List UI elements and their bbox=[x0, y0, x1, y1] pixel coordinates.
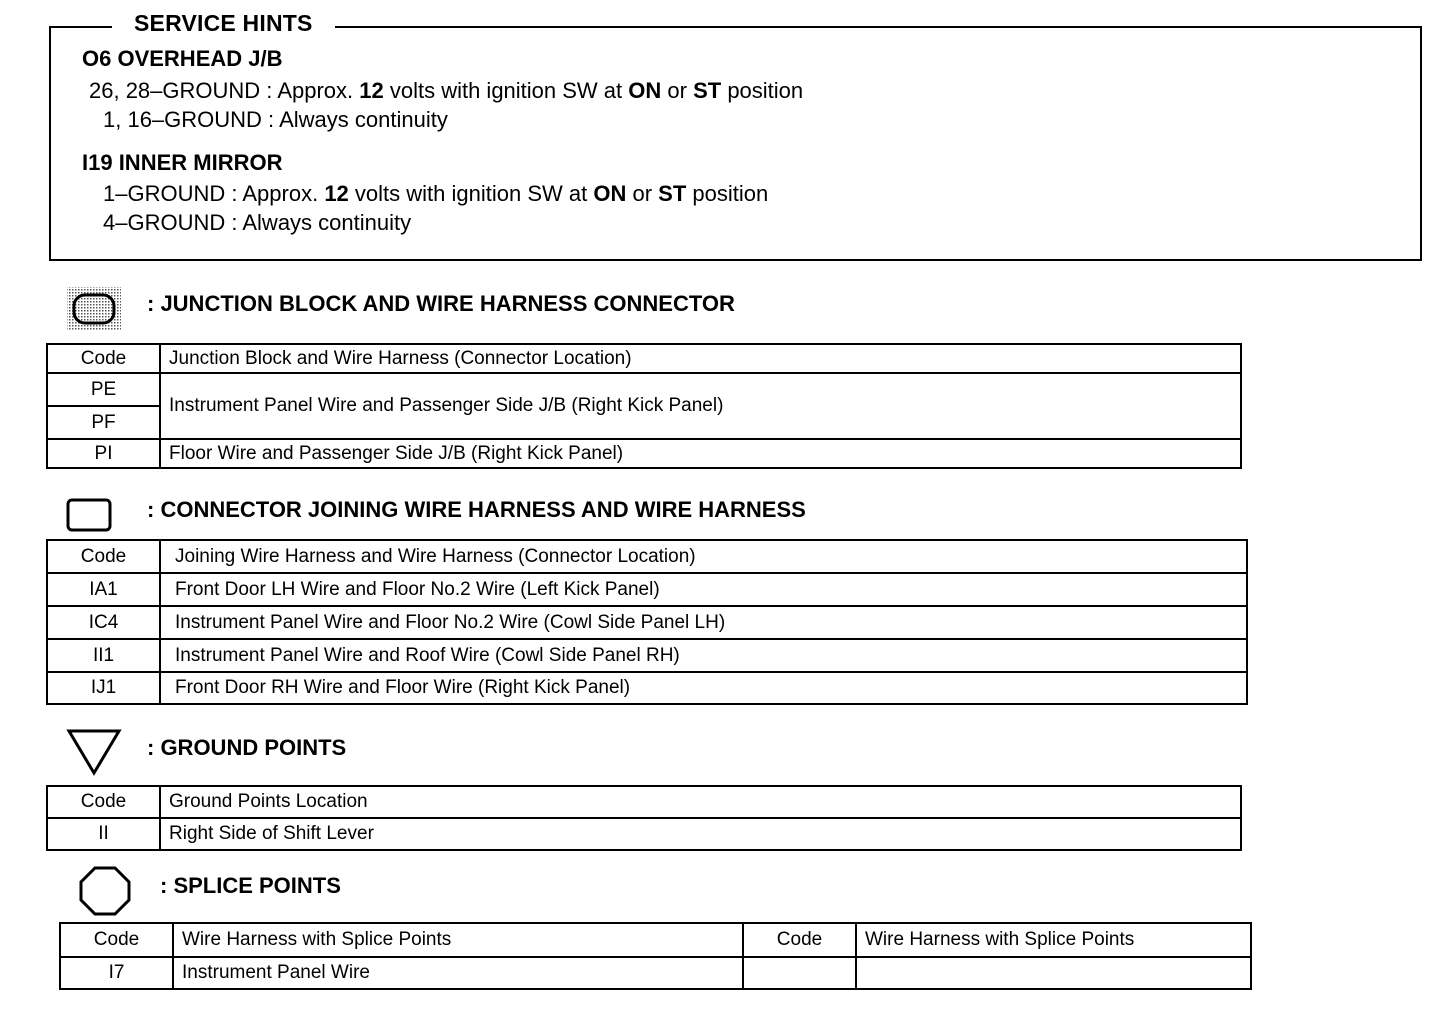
rounded-rect-icon bbox=[66, 498, 112, 532]
hint-line bbox=[89, 78, 803, 104]
hint-text: position bbox=[721, 78, 804, 103]
ground-points-table bbox=[46, 785, 1242, 851]
table-header-desc: Joining Wire Harness and Wire Harness (Connector Location) bbox=[160, 540, 1247, 573]
row-desc bbox=[856, 957, 1251, 989]
table-header-desc: Junction Block and Wire Harness (Connector Location) bbox=[160, 344, 1241, 373]
connector-joining-table bbox=[46, 539, 1248, 705]
table-header-code: Code bbox=[47, 540, 160, 573]
table-row bbox=[47, 573, 1247, 606]
row-code: IJ1 bbox=[47, 672, 160, 704]
table-header-row bbox=[47, 786, 1241, 818]
table-header-code: Code bbox=[47, 786, 160, 818]
hint-voltage: 12 bbox=[359, 78, 384, 103]
row-code: PI bbox=[47, 439, 160, 468]
hint-heading-overhead-jb: O6 OVERHEAD J/B bbox=[82, 46, 283, 71]
row-code: PE bbox=[47, 373, 160, 406]
row-desc: Front Door LH Wire and Floor No.2 Wire (Left Kick Panel) bbox=[160, 573, 1247, 606]
hint-text: position bbox=[686, 181, 769, 206]
hint-terminal: 4–GROUND : bbox=[103, 210, 243, 235]
hint-text: Always continuity bbox=[279, 107, 448, 132]
row-code: IC4 bbox=[47, 606, 160, 639]
table-header-desc: Wire Harness with Splice Points bbox=[173, 923, 743, 957]
table-header-code: Code bbox=[60, 923, 173, 957]
hint-text: volts with ignition SW at bbox=[348, 181, 594, 206]
hint-text: Approx. bbox=[242, 181, 325, 206]
hint-text: or bbox=[661, 78, 694, 103]
table-header-row bbox=[47, 540, 1247, 573]
hint-text: volts with ignition SW at bbox=[383, 78, 629, 103]
table-row bbox=[47, 606, 1247, 639]
row-code: IA1 bbox=[47, 573, 160, 606]
hint-st: ST bbox=[658, 181, 687, 206]
hint-line bbox=[103, 107, 448, 133]
connector-joining-heading: : CONNECTOR JOINING WIRE HARNESS AND WIRE HARNESS bbox=[147, 497, 806, 522]
row-code bbox=[743, 957, 856, 989]
table-row bbox=[47, 672, 1247, 704]
row-desc: Instrument Panel Wire bbox=[173, 957, 743, 989]
table-row bbox=[47, 639, 1247, 672]
row-desc: Instrument Panel Wire and Passenger Side J/B (Right Kick Panel) bbox=[160, 373, 1241, 439]
hint-text: or bbox=[626, 181, 659, 206]
octagon-icon bbox=[78, 865, 132, 917]
hint-voltage: 12 bbox=[324, 181, 349, 206]
row-code: II1 bbox=[47, 639, 160, 672]
ground-points-heading: : GROUND POINTS bbox=[147, 735, 347, 760]
hint-line bbox=[103, 210, 411, 236]
row-desc: Front Door RH Wire and Floor Wire (Right Kick Panel) bbox=[160, 672, 1247, 704]
junction-block-heading: : JUNCTION BLOCK AND WIRE HARNESS CONNECTOR bbox=[147, 291, 735, 316]
table-row bbox=[60, 957, 1251, 989]
hint-line bbox=[103, 181, 768, 207]
hint-on: ON bbox=[593, 181, 627, 206]
hint-text: Always continuity bbox=[242, 210, 412, 235]
row-desc: Instrument Panel Wire and Roof Wire (Cowl Side Panel RH) bbox=[160, 639, 1247, 672]
shaded-rounded-rect-icon bbox=[66, 286, 122, 332]
junction-block-table bbox=[46, 343, 1242, 469]
splice-points-heading: : SPLICE POINTS bbox=[160, 873, 341, 898]
splice-points-table bbox=[59, 922, 1252, 990]
row-code: I7 bbox=[60, 957, 173, 989]
table-header-desc: Ground Points Location bbox=[160, 786, 1241, 818]
table-header-row bbox=[47, 344, 1241, 373]
down-triangle-icon bbox=[66, 728, 122, 776]
table-header-row bbox=[60, 923, 1251, 957]
hint-st: ST bbox=[693, 78, 722, 103]
row-desc: Floor Wire and Passenger Side J/B (Right Kick Panel) bbox=[160, 439, 1241, 468]
table-header-code: Code bbox=[47, 344, 160, 373]
hint-terminal: 1, 16–GROUND : bbox=[103, 107, 280, 132]
hint-terminal: 1–GROUND : bbox=[103, 181, 243, 206]
hint-on: ON bbox=[628, 78, 662, 103]
table-row bbox=[47, 818, 1241, 850]
table-header-code: Code bbox=[743, 923, 856, 957]
table-header-desc: Wire Harness with Splice Points bbox=[856, 923, 1251, 957]
row-code: PF bbox=[47, 406, 160, 439]
table-row bbox=[47, 439, 1241, 468]
row-desc: Right Side of Shift Lever bbox=[160, 818, 1241, 850]
hint-text: Approx. bbox=[277, 78, 360, 103]
row-desc: Instrument Panel Wire and Floor No.2 Wire (Cowl Side Panel LH) bbox=[160, 606, 1247, 639]
row-code: II bbox=[47, 818, 160, 850]
table-row bbox=[47, 373, 1241, 406]
hint-terminal: 26, 28–GROUND : bbox=[89, 78, 278, 103]
service-hints-title: SERVICE HINTS bbox=[112, 10, 335, 37]
hint-heading-inner-mirror: I19 INNER MIRROR bbox=[82, 150, 283, 175]
